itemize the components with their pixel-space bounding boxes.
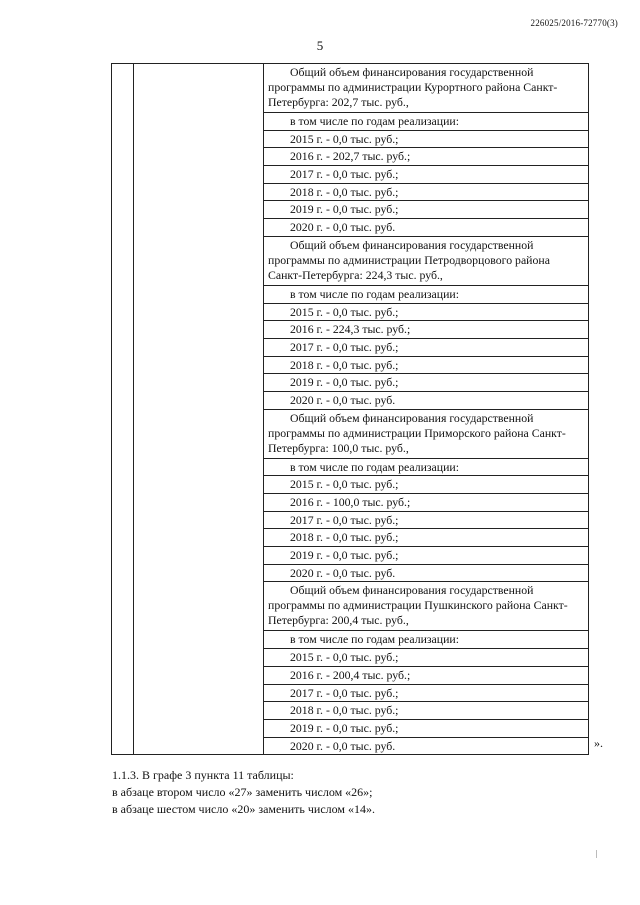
section-subheader: в том числе по годам реализации:	[264, 458, 588, 476]
year-row: 2016 г. - 202,7 тыс. руб.;	[264, 147, 588, 165]
year-row: 2017 г. - 0,0 тыс. руб.;	[264, 684, 588, 702]
year-row: 2015 г. - 0,0 тыс. руб.;	[264, 303, 588, 321]
year-row: 2017 г. - 0,0 тыс. руб.;	[264, 165, 588, 183]
amendment-line-second: в абзаце втором число «27» заменить числом «26»;	[112, 785, 373, 799]
table-column-content	[264, 64, 588, 754]
year-row: 2015 г. - 0,0 тыс. руб.;	[264, 130, 588, 148]
section-subheader: в том числе по годам реализации:	[264, 630, 588, 648]
year-row: 2019 г. - 0,0 тыс. руб.;	[264, 546, 588, 564]
section-summary: Общий объем финансирования государственной программы по администрации Пушкинского района Санкт-Петербурга: 200,4 тыс. руб.,	[264, 581, 588, 630]
year-row: 2015 г. - 0,0 тыс. руб.;	[264, 475, 588, 493]
year-row: 2016 г. - 200,4 тыс. руб.;	[264, 666, 588, 684]
amendment-paragraphs	[112, 767, 582, 818]
scan-mark	[596, 850, 599, 858]
amendment-line-sixth: в абзаце шестом число «20» заменить числом «14».	[112, 802, 376, 816]
year-row: 2018 г. - 0,0 тыс. руб.;	[264, 183, 588, 201]
year-row: 2020 г. - 0,0 тыс. руб.	[264, 391, 588, 409]
year-row: 2019 г. - 0,0 тыс. руб.;	[264, 373, 588, 391]
year-row: 2016 г. - 224,3 тыс. руб.;	[264, 320, 588, 338]
year-row: 2019 г. - 0,0 тыс. руб.;	[264, 719, 588, 737]
year-row: 2020 г. - 0,0 тыс. руб.	[264, 218, 588, 236]
section-summary: Общий объем финансирования государственной программы по администрации Курортного района Санкт-Петербурга: 202,7 тыс. руб.,	[268, 65, 558, 109]
year-row: 2020 г. - 0,0 тыс. руб.	[264, 564, 588, 582]
year-row: 2018 г. - 0,0 тыс. руб.;	[264, 356, 588, 374]
year-row: 2017 г. - 0,0 тыс. руб.;	[264, 338, 588, 356]
year-row: 2017 г. - 0,0 тыс. руб.;	[264, 511, 588, 529]
year-row: 2015 г. - 0,0 тыс. руб.;	[264, 648, 588, 666]
table-column-name	[134, 64, 264, 754]
year-row: 2018 г. - 0,0 тыс. руб.;	[264, 528, 588, 546]
page-number: 5	[316, 38, 324, 53]
document-number: 226025/2016-72770(3)	[530, 18, 618, 28]
section-subheader: в том числе по годам реализации:	[264, 112, 588, 130]
year-row: 2019 г. - 0,0 тыс. руб.;	[264, 200, 588, 218]
section-summary: Общий объем финансирования государственной программы по администрации Петродворцового района Санкт-Петербурга: 224,3 тыс. руб.,	[264, 236, 588, 285]
year-row: 2020 г. - 0,0 тыс. руб.	[264, 737, 588, 755]
section-summary: Общий объем финансирования государственной программы по администрации Приморского района Санкт-Петербурга: 100,0 тыс. руб.,	[264, 409, 588, 458]
financing-table	[111, 63, 589, 755]
amendment-item: 1.1.3. В графе 3 пункта 11 таблицы:	[112, 768, 294, 782]
year-row: 2018 г. - 0,0 тыс. руб.;	[264, 701, 588, 719]
table-column-number	[112, 64, 134, 754]
section-subheader: в том числе по годам реализации:	[264, 285, 588, 303]
closing-quote-mark: ».	[594, 736, 603, 750]
year-row: 2016 г. - 100,0 тыс. руб.;	[264, 493, 588, 511]
